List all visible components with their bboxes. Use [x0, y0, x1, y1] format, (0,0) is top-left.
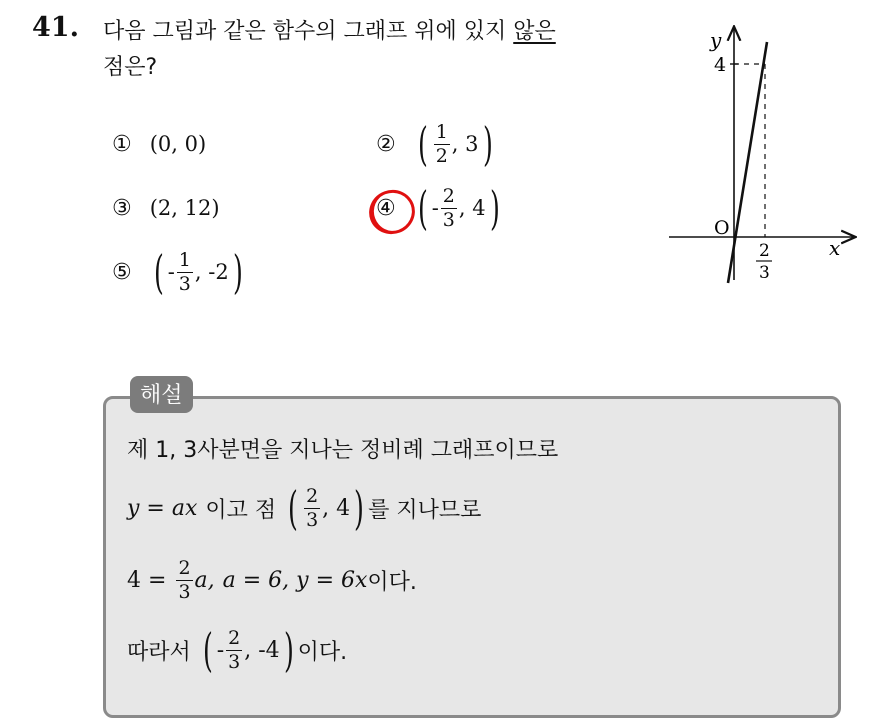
choice-mark: ④ [376, 196, 396, 221]
choice-2[interactable] [376, 114, 496, 174]
choice-suffix: , 3 [451, 132, 479, 156]
choice-3[interactable] [112, 178, 220, 238]
red-circle-highlight [363, 183, 421, 240]
choice-value: (0, 0) [149, 132, 207, 156]
choice-mark: ③ [112, 195, 132, 221]
solution-line-1-text: 제 1, 3사분면을 지나는 정비례 그래프이므로 [127, 437, 559, 463]
choice-value: (2, 12) [149, 196, 220, 220]
choice-mark: ① [112, 131, 132, 157]
equation-rest: a = 6, y = 6x [222, 567, 368, 593]
equation-a: a, [194, 567, 215, 593]
choice-mark: ⑤ [112, 259, 132, 285]
left-paren: ( [153, 245, 164, 299]
fraction [441, 184, 457, 231]
fraction-numerator: 2 [442, 184, 455, 207]
fraction-numerator: 1 [178, 248, 191, 271]
equation-lhs: 4 = [127, 567, 167, 593]
fraction-denominator: 3 [178, 580, 191, 603]
fraction-numerator: 2 [228, 626, 241, 649]
fraction-denominator: 3 [228, 650, 241, 673]
right-paren: ) [232, 245, 243, 299]
fraction-denominator: 2 [435, 144, 448, 167]
fraction [176, 556, 192, 603]
choice-4[interactable] [376, 178, 504, 238]
solution-line-2-mid: 이고 점 [205, 497, 277, 523]
question-text-main: 다음 그림과 같은 함수의 그래프 위에 있지 [103, 19, 514, 44]
point-suffix: , 4 [322, 495, 351, 521]
choice-5[interactable] [112, 242, 247, 302]
question-number: 41. [32, 12, 79, 43]
choice-1[interactable] [112, 114, 206, 174]
solution-line-4-start: 따라서 [127, 639, 191, 665]
question-text-underlined: 않은 [513, 19, 556, 44]
fraction [304, 484, 320, 531]
choice-suffix: , -2 [194, 260, 229, 284]
y-tick-label: 4 [714, 54, 727, 76]
solution-line-2 [127, 478, 481, 538]
function-graph [664, 20, 864, 290]
left-paren: ( [288, 481, 299, 535]
origin-label: O [714, 217, 730, 239]
fraction-numerator: 2 [306, 484, 319, 507]
right-paren: ) [283, 623, 294, 677]
fraction [434, 120, 450, 167]
fraction-numerator: 2 [178, 556, 191, 579]
solution-line-4 [127, 620, 347, 680]
fraction [226, 626, 242, 673]
right-paren: ) [354, 481, 365, 535]
fraction-denominator: 3 [442, 208, 455, 231]
left-paren: ( [417, 181, 428, 235]
left-paren: ( [417, 117, 428, 171]
y-axis-label: y [710, 28, 722, 52]
x-axis-label: x [829, 236, 841, 260]
equation-y-ax: y = ax [127, 495, 198, 521]
solution-line-3-end: 이다. [367, 569, 417, 595]
choice-prefix: - [431, 196, 439, 220]
solution-line-3 [127, 550, 417, 610]
choice-mark: ② [376, 131, 396, 157]
question-text-line2: 점은? [103, 55, 158, 80]
fraction [177, 248, 193, 295]
solution-line-2-end: 를 지나므로 [368, 497, 482, 523]
choice-suffix: , 4 [458, 196, 486, 220]
choice-prefix: - [167, 260, 175, 284]
left-paren: ( [202, 623, 213, 677]
solution-tag: 해설 [130, 376, 193, 413]
point-suffix: , -4 [244, 637, 280, 663]
right-paren: ) [482, 117, 493, 171]
solution-line-4-end: 이다. [297, 639, 348, 665]
fraction-denominator: 3 [178, 272, 191, 295]
solution-line-1 [127, 430, 558, 466]
x-tick-denominator: 3 [759, 263, 770, 283]
x-tick-numerator: 2 [759, 241, 770, 261]
question-text [103, 14, 663, 86]
fraction-denominator: 3 [306, 508, 319, 531]
right-paren: ) [489, 181, 500, 235]
point-prefix: - [216, 637, 225, 663]
fraction-numerator: 1 [435, 120, 448, 143]
